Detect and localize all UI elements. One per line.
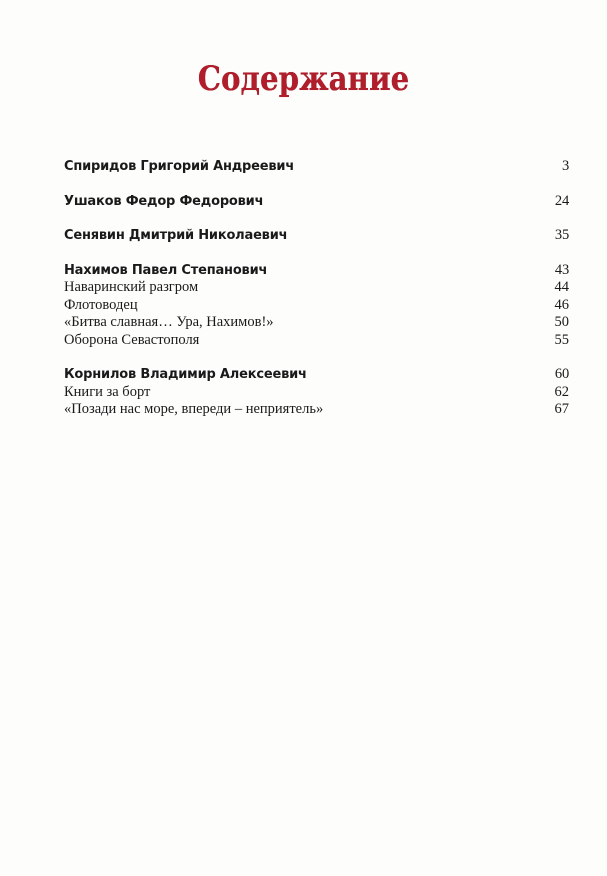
toc-subentry-label: Наваринский разгром <box>64 279 199 295</box>
toc-page-number: 50 <box>554 314 569 330</box>
toc-entry[interactable] <box>64 193 569 211</box>
toc-subentry-label: «Битва славная… Ура, Нахимов!» <box>64 314 274 330</box>
toc-page-number: 62 <box>554 383 569 400</box>
toc-subentry[interactable] <box>64 401 569 419</box>
toc-entry-label: Нахимов Павел Степанович <box>64 262 268 278</box>
toc-page-number: 46 <box>554 296 569 313</box>
toc-page-number: 24 <box>554 192 569 209</box>
page-title: Содержание <box>197 59 410 99</box>
toc-subentry-label: Книги за борт <box>64 383 151 400</box>
toc-page-number: 43 <box>554 261 569 278</box>
toc-page-number: 44 <box>554 279 569 295</box>
toc-entry-label: Спиридов Григорий Андреевич <box>64 159 295 174</box>
toc-subentry-label: Флотоводец <box>64 296 138 313</box>
toc-section-ushakov <box>64 193 569 211</box>
toc-section-spiridov <box>64 158 569 176</box>
toc-page-number: 35 <box>554 227 569 243</box>
toc-subentry[interactable] <box>64 314 569 332</box>
toc-section-kornilov <box>64 366 569 419</box>
toc-page-number: 67 <box>554 401 569 417</box>
toc-entry[interactable] <box>64 227 569 245</box>
toc-subentry[interactable] <box>64 384 569 402</box>
toc-entry-label: Сенявин Дмитрий Николаевич <box>64 228 288 243</box>
toc-section-senyavin <box>64 227 569 245</box>
toc-subentry-label: Оборона Севастополя <box>64 331 200 348</box>
toc-subentry[interactable] <box>64 279 569 297</box>
table-of-contents <box>64 158 569 436</box>
toc-entry[interactable] <box>64 366 569 384</box>
toc-entry-label: Корнилов Владимир Алексеевич <box>64 367 307 382</box>
toc-page-number: 3 <box>561 158 569 174</box>
toc-page-number: 55 <box>554 331 569 348</box>
toc-entry[interactable] <box>64 262 569 280</box>
toc-page-number: 60 <box>554 366 569 382</box>
toc-subentry[interactable] <box>64 332 569 350</box>
toc-entry[interactable] <box>64 158 569 176</box>
toc-entry-label: Ушаков Федор Федорович <box>64 193 264 209</box>
toc-section-nakhimov <box>64 262 569 350</box>
toc-subentry[interactable] <box>64 297 569 315</box>
toc-subentry-label: «Позади нас море, впереди – неприятель» <box>64 401 324 417</box>
